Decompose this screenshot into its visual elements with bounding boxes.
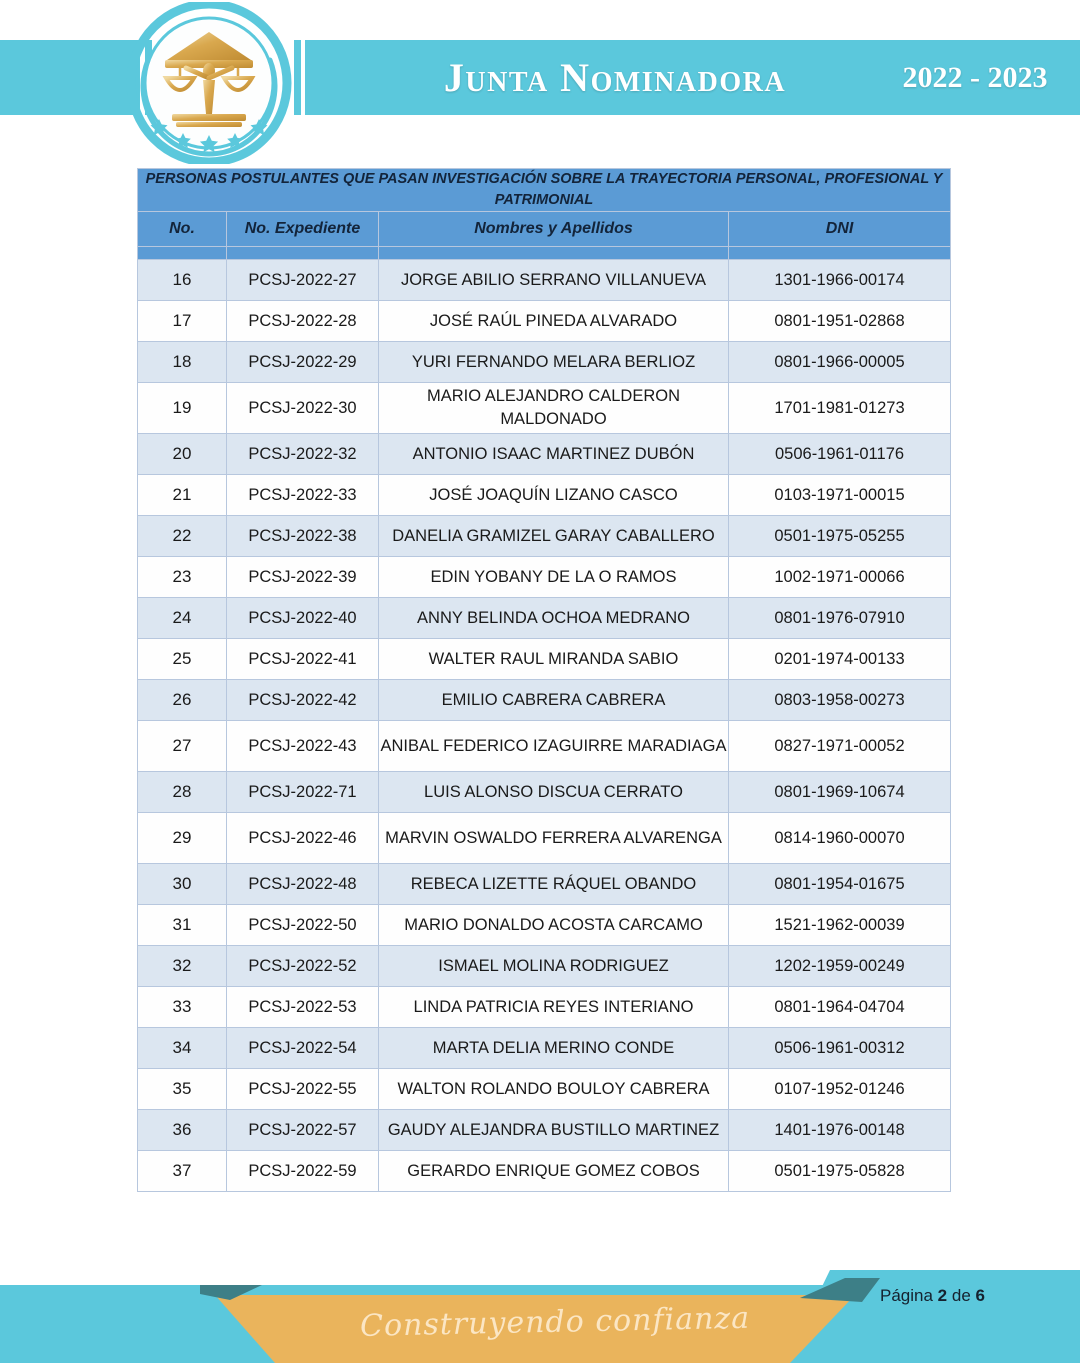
cell-nombre: JORGE ABILIO SERRANO VILLANUEVA (379, 260, 729, 301)
cell-row-number: 16 (138, 260, 227, 301)
applicants-table-container (137, 168, 950, 1192)
table-header-spacer (138, 247, 951, 260)
table-row[interactable] (138, 721, 951, 772)
table-banner-row (138, 169, 951, 212)
cell-dni: 1401-1976-00148 (729, 1110, 951, 1151)
cell-nombre: MARIO ALEJANDRO CALDERON MALDONADO (379, 383, 729, 434)
table-row[interactable] (138, 342, 951, 383)
cell-row-number: 18 (138, 342, 227, 383)
cell-dni: 0801-1964-04704 (729, 987, 951, 1028)
footer-tagline: Construyendo confianza (359, 1300, 751, 1344)
cell-dni: 1701-1981-01273 (729, 383, 951, 434)
table-row[interactable] (138, 1151, 951, 1192)
cell-expediente: PCSJ-2022-43 (227, 721, 379, 772)
cell-row-number: 24 (138, 598, 227, 639)
page-current-number: 2 (937, 1286, 948, 1305)
cell-expediente: PCSJ-2022-28 (227, 301, 379, 342)
cell-dni: 1301-1966-00174 (729, 260, 951, 301)
cell-expediente: PCSJ-2022-52 (227, 946, 379, 987)
cell-nombre: MARVIN OSWALDO FERRERA ALVARENGA (379, 813, 729, 864)
cell-row-number: 33 (138, 987, 227, 1028)
cell-expediente: PCSJ-2022-33 (227, 475, 379, 516)
scales-of-justice-emblem-icon (118, 2, 300, 164)
cell-expediente: PCSJ-2022-59 (227, 1151, 379, 1192)
cell-dni: 0103-1971-00015 (729, 475, 951, 516)
cell-row-number: 19 (138, 383, 227, 434)
table-banner-title: PERSONAS POSTULANTES QUE PASAN INVESTIGACIÓN SOBRE LA TRAYECTORIA PERSONAL, PROFESIONAL Y PATRIMONIAL (138, 169, 951, 212)
cell-nombre: MARIO DONALDO ACOSTA CARCAMO (379, 905, 729, 946)
page-total-number: 6 (975, 1286, 985, 1305)
table-row[interactable] (138, 987, 951, 1028)
spacer-cell (729, 247, 951, 260)
cell-nombre: WALTER RAUL MIRANDA SABIO (379, 639, 729, 680)
cell-dni: 1202-1959-00249 (729, 946, 951, 987)
cell-nombre: EMILIO CABRERA CABRERA (379, 680, 729, 721)
column-header-nombres[interactable]: Nombres y Apellidos (379, 212, 729, 247)
footer-page-indicator (880, 1286, 1070, 1306)
cell-dni: 0506-1961-01176 (729, 434, 951, 475)
cell-nombre: ANTONIO ISAAC MARTINEZ DUBÓN (379, 434, 729, 475)
table-row[interactable] (138, 301, 951, 342)
cell-dni: 0801-1954-01675 (729, 864, 951, 905)
cell-expediente: PCSJ-2022-39 (227, 557, 379, 598)
cell-dni: 0506-1961-00312 (729, 1028, 951, 1069)
column-header-no[interactable]: No. (138, 212, 227, 247)
table-row[interactable] (138, 680, 951, 721)
cell-nombre: MARTA DELIA MERINO CONDE (379, 1028, 729, 1069)
column-header-expediente[interactable]: No. Expediente (227, 212, 379, 247)
cell-expediente: PCSJ-2022-29 (227, 342, 379, 383)
cell-expediente: PCSJ-2022-57 (227, 1110, 379, 1151)
cell-expediente: PCSJ-2022-40 (227, 598, 379, 639)
table-row[interactable] (138, 1028, 951, 1069)
cell-nombre: ANNY BELINDA OCHOA MEDRANO (379, 598, 729, 639)
cell-nombre: GERARDO ENRIQUE GOMEZ COBOS (379, 1151, 729, 1192)
cell-nombre: WALTON ROLANDO BOULOY CABRERA (379, 1069, 729, 1110)
cell-expediente: PCSJ-2022-41 (227, 639, 379, 680)
cell-row-number: 23 (138, 557, 227, 598)
cell-row-number: 20 (138, 434, 227, 475)
table-column-header-row (138, 212, 951, 247)
cell-dni: 0501-1975-05255 (729, 516, 951, 557)
cell-row-number: 30 (138, 864, 227, 905)
cell-dni: 0801-1951-02868 (729, 301, 951, 342)
page-prefix-label: Página (880, 1286, 938, 1305)
cell-expediente: PCSJ-2022-48 (227, 864, 379, 905)
table-row[interactable] (138, 434, 951, 475)
cell-row-number: 37 (138, 1151, 227, 1192)
page-footer (0, 1250, 1080, 1363)
cell-row-number: 32 (138, 946, 227, 987)
cell-row-number: 36 (138, 1110, 227, 1151)
cell-nombre: ISMAEL MOLINA RODRIGUEZ (379, 946, 729, 987)
header-years: 2022 - 2023 (902, 61, 1048, 94)
cell-expediente: PCSJ-2022-55 (227, 1069, 379, 1110)
table-row[interactable] (138, 864, 951, 905)
cell-nombre: YURI FERNANDO MELARA BERLIOZ (379, 342, 729, 383)
cell-expediente: PCSJ-2022-46 (227, 813, 379, 864)
cell-dni: 1521-1962-00039 (729, 905, 951, 946)
table-body (138, 260, 951, 1192)
cell-dni: 1002-1971-00066 (729, 557, 951, 598)
table-row[interactable] (138, 260, 951, 301)
table-row[interactable] (138, 383, 951, 434)
spacer-cell (379, 247, 729, 260)
table-row[interactable] (138, 557, 951, 598)
cell-nombre: ANIBAL FEDERICO IZAGUIRRE MARADIAGA (379, 721, 729, 772)
column-header-dni[interactable]: DNI (729, 212, 951, 247)
cell-expediente: PCSJ-2022-42 (227, 680, 379, 721)
cell-nombre: DANELIA GRAMIZEL GARAY CABALLERO (379, 516, 729, 557)
cell-expediente: PCSJ-2022-38 (227, 516, 379, 557)
cell-dni: 0814-1960-00070 (729, 813, 951, 864)
cell-nombre: LUIS ALONSO DISCUA CERRATO (379, 772, 729, 813)
cell-row-number: 28 (138, 772, 227, 813)
table-row[interactable] (138, 813, 951, 864)
page-header (0, 0, 1080, 170)
cell-dni: 0801-1976-07910 (729, 598, 951, 639)
cell-expediente: PCSJ-2022-32 (227, 434, 379, 475)
table-row[interactable] (138, 772, 951, 813)
cell-row-number: 34 (138, 1028, 227, 1069)
cell-row-number: 26 (138, 680, 227, 721)
cell-expediente: PCSJ-2022-53 (227, 987, 379, 1028)
cell-row-number: 35 (138, 1069, 227, 1110)
cell-row-number: 27 (138, 721, 227, 772)
cell-nombre: REBECA LIZETTE RÁQUEL OBANDO (379, 864, 729, 905)
applicants-table (137, 168, 951, 1192)
cell-row-number: 22 (138, 516, 227, 557)
cell-nombre: LINDA PATRICIA REYES INTERIANO (379, 987, 729, 1028)
table-row[interactable] (138, 1069, 951, 1110)
cell-expediente: PCSJ-2022-50 (227, 905, 379, 946)
cell-dni: 0501-1975-05828 (729, 1151, 951, 1192)
cell-row-number: 17 (138, 301, 227, 342)
cell-nombre: JOSÉ RAÚL PINEDA ALVARADO (379, 301, 729, 342)
cell-nombre: GAUDY ALEJANDRA BUSTILLO MARTINEZ (379, 1110, 729, 1151)
table-head (138, 169, 951, 260)
cell-row-number: 25 (138, 639, 227, 680)
table-row[interactable] (138, 905, 951, 946)
cell-dni: 0827-1971-00052 (729, 721, 951, 772)
cell-nombre: EDIN YOBANY DE LA O RAMOS (379, 557, 729, 598)
cell-row-number: 29 (138, 813, 227, 864)
cell-dni: 0107-1952-01246 (729, 1069, 951, 1110)
cell-expediente: PCSJ-2022-30 (227, 383, 379, 434)
table-row[interactable] (138, 475, 951, 516)
cell-nombre: JOSÉ JOAQUÍN LIZANO CASCO (379, 475, 729, 516)
cell-dni: 0201-1974-00133 (729, 639, 951, 680)
cell-expediente: PCSJ-2022-71 (227, 772, 379, 813)
cell-dni: 0801-1966-00005 (729, 342, 951, 383)
table-row[interactable] (138, 639, 951, 680)
table-row[interactable] (138, 946, 951, 987)
page-title: Junta Nominadora (443, 55, 787, 100)
table-row[interactable] (138, 516, 951, 557)
cell-dni: 0803-1958-00273 (729, 680, 951, 721)
page-middle-label: de (947, 1286, 976, 1305)
cell-dni: 0801-1969-10674 (729, 772, 951, 813)
cell-row-number: 21 (138, 475, 227, 516)
spacer-cell (227, 247, 379, 260)
cell-expediente: PCSJ-2022-27 (227, 260, 379, 301)
table-row[interactable] (138, 1110, 951, 1151)
table-row[interactable] (138, 598, 951, 639)
cell-expediente: PCSJ-2022-54 (227, 1028, 379, 1069)
spacer-cell (138, 247, 227, 260)
cell-row-number: 31 (138, 905, 227, 946)
